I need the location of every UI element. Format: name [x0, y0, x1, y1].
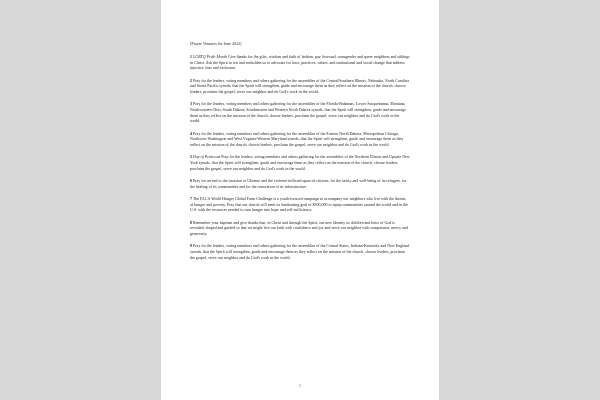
paragraph-number: 2	[190, 77, 192, 83]
prayer-paragraph	[190, 196, 410, 213]
paragraph-text: Pray for the leaders, voting members and others gathering for the assemblies of the Eastern North Dakota, Metropolitan Chicago, Northwest Washington and West Virginia-Western Maryland synods, that the Spirit will strengthen, guide and encourage them as they reflect on the mission of the church, choose leaders, proclaim the gospel, serve our neighbor and do God's work in the world.	[190, 130, 404, 148]
prayer-paragraph	[190, 54, 410, 71]
prayer-paragraph	[190, 154, 410, 171]
paragraph-number: 4	[190, 130, 192, 136]
prayer-paragraph	[190, 78, 410, 95]
paragraph-text: Pray for an end to the invasion of Ukraine and the violence inflicted upon its citizens, for the safety and well-being of its refugees, for the healing of its communities and for the restoration of its infrastructure.	[190, 178, 407, 189]
page-number: 1	[299, 383, 301, 388]
prayer-paragraph	[190, 101, 410, 124]
prayer-paragraph	[190, 178, 410, 189]
paragraph-text: Pray for the leaders, voting members and others gathering for the assemblies of the Central States, Indiana-Kentucky and New England synods, that the Spirit will strengthen, guide and encourage them as they reflect on the mission of the church, choose leaders, proclaim the gospel, serve our neighbor and do God's work in the world.	[190, 243, 409, 260]
paragraph-text: Give thanks for the gifts, wisdom and faith of lesbian, gay, bisexual, transgender and queer neighbors and siblings in Christ. Ask the Spirit to stir and embolden us to advocate for laws, practices, values, and institutional and social change that address injustice, bias and exclusion.	[190, 54, 410, 71]
paragraph-text: Pray for the leaders, voting members and others gathering for the assemblies of the Central/Southern Illinois, Nebraska, North Carolina and Sierra Pacific synods, that the Spirit will strengthen, guide and encourage them as they reflect on the mission of the church, choose leaders, proclaim the gospel, serve our neighbor and do God's work in the world.	[190, 77, 410, 95]
paragraph-text: Pray for the leaders, voting members and others gathering for the assemblies of the Northern Illinois and Upstate New York synods, that the Spirit will strengthen, guide and encourage them as they reflect on the mission of the church, choose leaders, proclaim the gospel, serve our neighbor and do God's work in the world.	[190, 154, 410, 171]
document-header: [Prayer Ventures for June 2022]	[190, 41, 242, 46]
paragraph-text: Remember your baptism and give thanks that, in Christ and through the Spirit, our new identity as children and heirs of God is revealed, shaped and guided so that we might live our faith with confidence and joy and serve our neighbor with compassion, mercy and generosity.	[190, 219, 408, 237]
document-page	[161, 0, 439, 400]
prayer-paragraph	[190, 131, 410, 148]
paragraph-number: 5	[190, 154, 192, 160]
paragraph-text: Pray for the leaders, voting members and others gathering for the assemblies of the Florida-Bahamas, Lower Susquehanna, Montana, Northwestern Ohio, South Dakota, Southeastern and Western North Dakota synods, that the Spirit will strengthen, guide and encourage them as they reflect on the mission of the church, choose leaders, proclaim the gospel, serve our neighbor and do God's work in the world.	[190, 101, 406, 124]
paragraph-number: 9	[190, 243, 192, 249]
observance-title: LGBTQ Pride Month	[193, 54, 227, 60]
paragraph-number: 1	[190, 54, 192, 60]
observance-title: Day of Pentecost	[193, 154, 221, 160]
paragraph-number: 6	[190, 178, 192, 184]
paragraph-number: 3	[190, 101, 192, 107]
paragraph-text: The ELCA World Hunger Global Farm Challenge is a youth-focused campaign to accompany our neighbors who live with the threats of hunger and poverty. Pray that our church will meet its fundraising goal of $500,000 to equip communities around the world and in the U.S. with the resources needed to turn hunger into hope and self-sufficiency.	[190, 196, 408, 213]
prayer-paragraph	[190, 220, 410, 237]
document-body	[190, 54, 410, 267]
paragraph-number: 7	[190, 196, 192, 202]
paragraph-number: 8	[190, 219, 192, 225]
prayer-paragraph	[190, 243, 410, 260]
